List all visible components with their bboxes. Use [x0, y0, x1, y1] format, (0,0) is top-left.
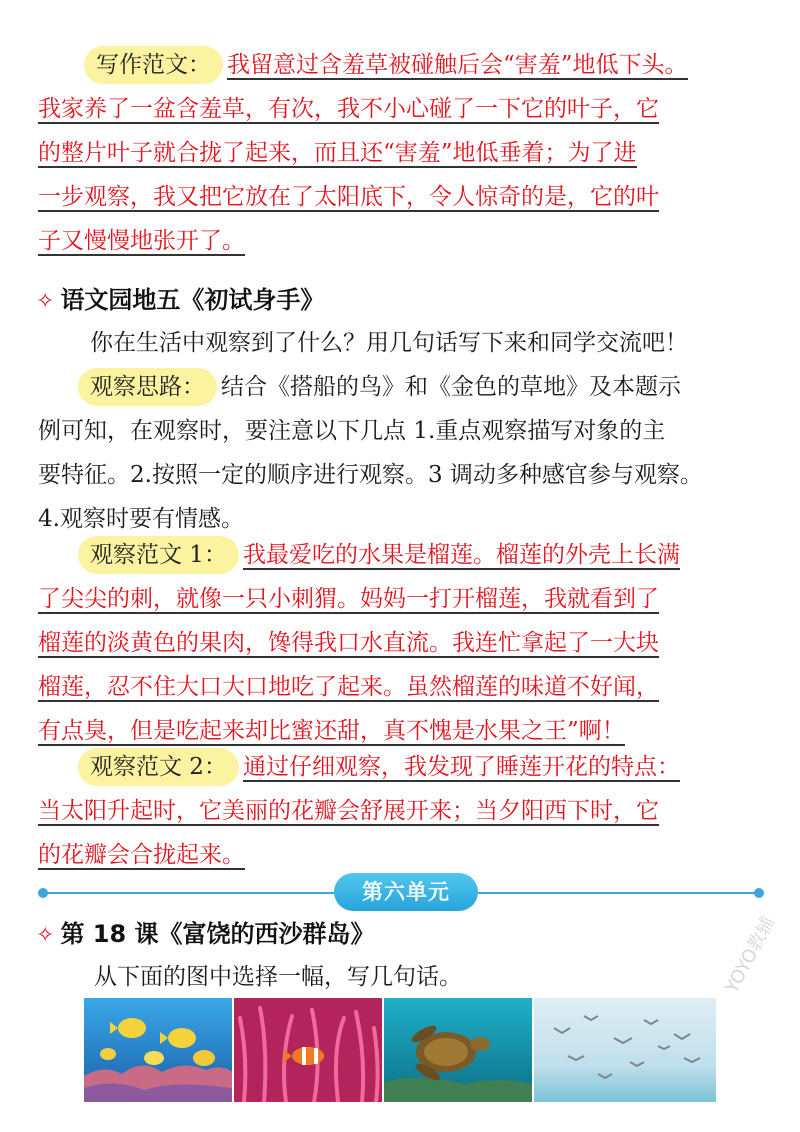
example2-label: 观察范文 2： [78, 748, 239, 786]
answer-line: 的整片叶子就合拢了起来，而且还“害羞”地低垂着；为了进 [38, 140, 637, 166]
answer-line: 一步观察，我又把它放在了太阳底下，令人惊奇的是，它的叶 [38, 184, 659, 210]
unit-title-badge: 第六单元 [334, 873, 478, 911]
divider-dot-icon [754, 888, 764, 898]
thinking-line: 结合《搭船的鸟》和《金色的草地》及本题示 [221, 374, 681, 400]
answer-line: 我最爱吃的水果是榴莲。榴莲的外壳上长满 [242, 542, 680, 568]
watermark: YOYO教辅 [721, 913, 780, 997]
answer-line: 有点臭，但是吃起来却比蜜还甜，真不愧是水果之王”啊！ [38, 718, 625, 744]
heading-text: 语文园地五《初试身手》 [60, 286, 325, 314]
answer-line: 榴莲，忍不住大口大口地吃了起来。虽然榴莲的味道不好闻， [38, 674, 659, 700]
answer-line: 我留意过含羞草被碰触后会“害羞”地低下头。 [227, 52, 688, 78]
answer-line: 了尖尖的刺，就像一只小刺猬。妈妈一打开榴莲，我就看到了 [38, 586, 659, 612]
coral-reef-fish-photo [84, 998, 232, 1102]
photo-strip [84, 998, 716, 1102]
divider-dot-icon [38, 888, 48, 898]
answer-line: 的花瓣会合拢起来。 [38, 842, 245, 868]
thinking-line: 4.观察时要有情感。 [38, 506, 244, 532]
seabirds-flying-photo [534, 998, 716, 1102]
thinking-line: 例可知，在观察时，要注意以下几点 1.重点观察描写对象的主 [38, 418, 666, 444]
sea-turtle-photo [384, 998, 532, 1102]
section-heading [36, 914, 375, 954]
exercise-prompt: 你在生活中观察到了什么？用几句话写下来和同学交流吧！ [90, 330, 688, 356]
thinking-label: 观察思路： [78, 368, 217, 406]
answer-line: 我家养了一盆含羞草，有次，我不小心碰了一下它的叶子，它 [38, 96, 659, 122]
clownfish-anemone-photo [234, 998, 382, 1102]
answer-line: 通过仔细观察，我发现了睡莲开花的特点： [242, 754, 680, 780]
example1-label: 观察范文 1： [78, 536, 239, 574]
answer-line: 榴莲的淡黄色的果肉，馋得我口水直流。我连忙拿起了一大块 [38, 630, 659, 656]
unit-divider [38, 873, 764, 913]
answer-line: 当太阳升起时，它美丽的花瓣会舒展开来；当夕阳西下时，它 [38, 798, 659, 824]
diamond-bullet-icon: ✧ [36, 923, 55, 948]
answer-line: 子又慢慢地张开了。 [38, 228, 245, 254]
writing-example-label: 写作范文： [84, 46, 223, 84]
section-heading [36, 280, 324, 320]
heading-text: 第 18 课《富饶的西沙群岛》 [60, 920, 375, 948]
diamond-bullet-icon: ✧ [36, 289, 55, 314]
exercise-prompt: 从下面的图中选择一幅，写几句话。 [94, 964, 462, 990]
thinking-line: 要特征。2.按照一定的顺序进行观察。3 调动多种感官参与观察。 [38, 462, 703, 488]
